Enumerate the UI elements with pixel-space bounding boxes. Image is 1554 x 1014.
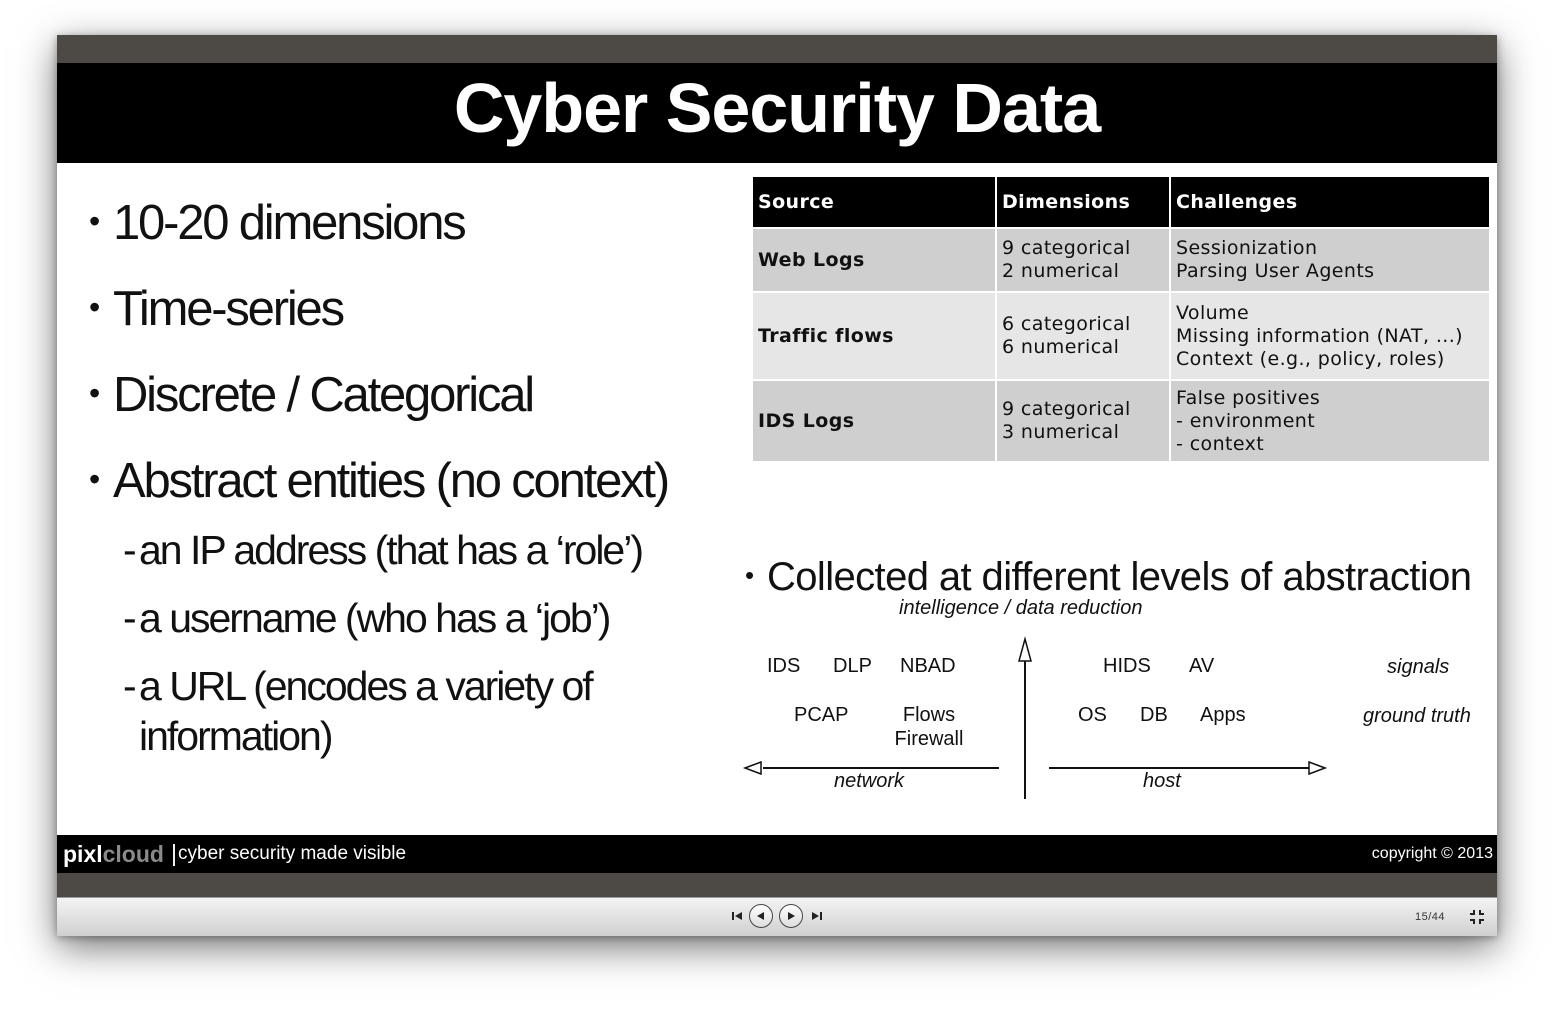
- table-header-dimensions: Dimensions: [997, 177, 1171, 227]
- bullet-item: • Abstract entities (no context): [89, 454, 668, 508]
- table-cell-challenges: Sessionization Parsing User Agents: [1176, 237, 1375, 282]
- brand-logo: pixlcloud: [63, 841, 164, 867]
- table-header-source: Source: [753, 177, 997, 227]
- collected-bullet: • Collected at different levels of abstraction: [745, 555, 1472, 599]
- table-cell-challenges: False positives - environment - context: [1176, 386, 1321, 455]
- table-cell-challenges: Volume Missing information (NAT, ...) Context (e.g., policy, roles): [1176, 301, 1463, 370]
- table-cell-dimensions: 9 categorical 3 numerical: [997, 381, 1171, 461]
- diagram-node: AV: [1189, 655, 1215, 677]
- slide: [57, 63, 1497, 873]
- diagram-node: DB: [1140, 704, 1168, 726]
- axis-label-host: host: [1143, 770, 1181, 792]
- diagram-node: HIDS: [1103, 655, 1151, 677]
- presentation-window: [57, 35, 1497, 935]
- slide-footer: [57, 835, 1497, 873]
- footer-copyright: copyright © 2013: [1371, 845, 1493, 862]
- bullet-item: • 10-20 dimensions: [89, 196, 465, 250]
- bullet-item: • Discrete / Categorical: [89, 368, 533, 422]
- playback-control-bar: [57, 897, 1497, 936]
- diagram-node: PCAP: [794, 704, 849, 726]
- table-header-challenges: Challenges: [1176, 191, 1298, 213]
- table-cell-dimensions: 6 categorical 6 numerical: [997, 293, 1171, 379]
- skip-to-end-icon[interactable]: [809, 908, 825, 924]
- sub-bullet-item: - a username (who has a ‘job’): [123, 595, 610, 641]
- diagram-node: Apps: [1200, 704, 1246, 726]
- skip-to-start-icon[interactable]: [729, 908, 745, 924]
- diagram-top-label: intelligence / data reduction: [899, 597, 1143, 619]
- table-cell-source: IDS Logs: [753, 381, 997, 461]
- left-arrow-icon: [745, 762, 761, 774]
- diagram-node: IDS: [767, 655, 801, 677]
- slide-title: Cyber Security Data: [453, 69, 1101, 147]
- diagram-node: NBAD: [900, 655, 956, 677]
- sub-bullet-item: - an IP address (that has a ‘role’): [123, 527, 642, 573]
- next-icon[interactable]: [779, 904, 803, 928]
- diagram-node: Firewall: [894, 728, 964, 750]
- diagram-node: DLP: [833, 655, 872, 677]
- right-arrow-icon: [1309, 762, 1325, 774]
- previous-icon[interactable]: [749, 904, 773, 928]
- diagram-node: Flows: [902, 704, 956, 726]
- footer-separator: |: [171, 840, 177, 866]
- axis-label-network: network: [834, 770, 905, 792]
- row-label-ground-truth: ground truth: [1363, 705, 1471, 727]
- diagram-node: OS: [1078, 704, 1107, 726]
- diagram-arrows: [57, 63, 1497, 873]
- table-cell-dimensions: 9 categorical 2 numerical: [997, 229, 1171, 291]
- row-label-signals: signals: [1387, 656, 1450, 678]
- footer-tagline: cyber security made visible: [178, 843, 407, 864]
- table-cell-source: Traffic flows: [753, 293, 997, 379]
- bullet-item: • Time-series: [89, 282, 343, 336]
- table-cell-source: Web Logs: [753, 229, 997, 291]
- up-arrow-icon: [1019, 639, 1031, 661]
- exit-fullscreen-icon[interactable]: [1467, 907, 1487, 927]
- sub-bullet-item: - a URL (encodes a variety of information): [123, 663, 592, 759]
- page-indicator: 15/44: [1414, 911, 1445, 923]
